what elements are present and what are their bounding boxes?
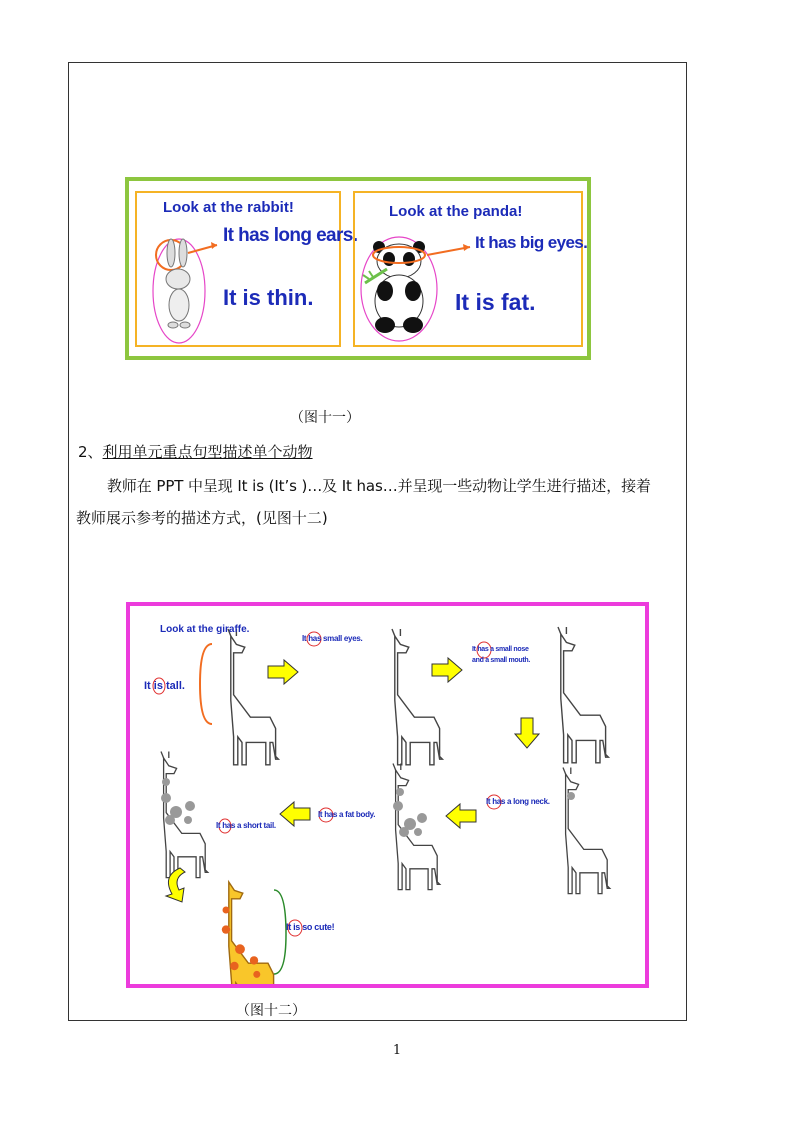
page-number: 1 (392, 1043, 402, 1058)
fig12-title: Look at the giraffe. (160, 624, 250, 635)
so-cute: It is so cute! (286, 922, 335, 932)
heading-number: 2、 (78, 443, 103, 461)
giraffe-1 (228, 629, 278, 765)
paragraph-line-1: 教师在 PPT 中呈现 It is (It’s )…及 It has…并呈现一些动物让学生进行描述，接着 (107, 477, 651, 495)
arrow-2 (432, 658, 462, 682)
giraffe-3 (558, 627, 608, 763)
giraffe-6 (161, 752, 208, 878)
paragraph-line-2: 教师展示参考的描述方式，(见图十二) (76, 509, 328, 527)
giraffe-sequence (130, 606, 645, 984)
giraffe-4 (563, 768, 610, 894)
nose-line-2: and a small mouth. (472, 657, 531, 664)
small-eyes: It has small eyes. (302, 634, 363, 643)
short-tail: It has a short tail. (216, 821, 276, 830)
rabbit-illustration (151, 233, 219, 345)
arrow-1 (268, 660, 298, 684)
rabbit-line1: It has long ears. (223, 225, 358, 246)
arrow-4 (280, 802, 310, 826)
panda-panel (353, 191, 588, 347)
figure-12 (126, 602, 649, 988)
giraffe-7 (222, 882, 277, 984)
figure-11 (125, 177, 591, 360)
rabbit-line2: It is thin. (223, 285, 314, 310)
rabbit-panel (135, 191, 358, 347)
long-neck: It has a long neck. (486, 797, 550, 806)
figure-12-caption: （图十二） (236, 1003, 306, 1019)
panda-title: Look at the panda! (389, 203, 523, 220)
it-is-tall: It is tall. (144, 680, 185, 692)
giraffe-2 (392, 629, 442, 765)
section-heading (78, 441, 313, 462)
rabbit-title: Look at the rabbit! (163, 199, 294, 216)
heading-text: 利用单元重点句型描述单个动物 (102, 443, 313, 461)
panda-line1: It has big eyes. (475, 233, 588, 252)
arrow-3 (446, 804, 476, 828)
figure-11-caption: （图十一） (290, 410, 360, 426)
giraffe-5 (393, 764, 440, 890)
panda-line2: It is fat. (455, 289, 536, 315)
panda-illustration (357, 233, 472, 345)
arrow-down (515, 718, 539, 748)
fat-body: It has a fat body. (318, 810, 376, 819)
nose-line-1: It has a small nose (472, 646, 529, 653)
